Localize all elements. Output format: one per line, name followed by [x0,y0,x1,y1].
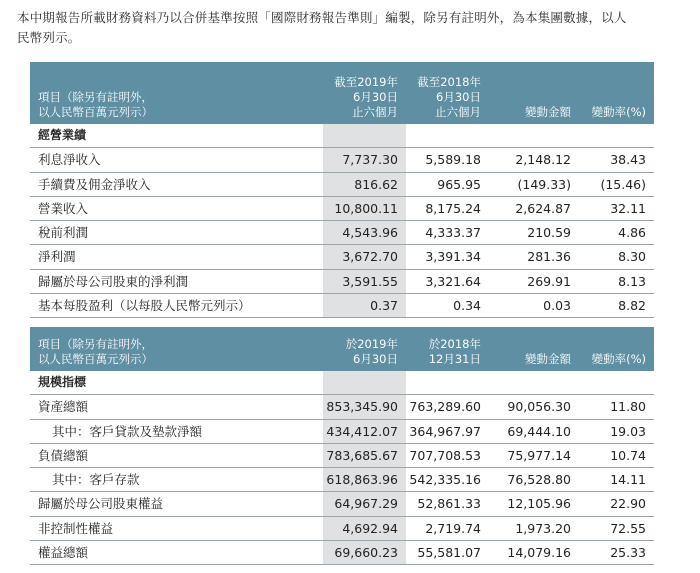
header-item-line-2: 以人民幣百萬元列示） [38,105,153,119]
section-row [30,124,654,148]
table-row [30,419,654,443]
row-label: 歸屬於母公司股東的淨利潤 [30,269,323,293]
cell-2019: 7,737.30 [323,148,406,172]
cell-change-amount: 90,056.30 [489,395,579,419]
header-col-2019-line-2: 6月30日 [353,352,398,366]
header-col-2019 [323,62,406,124]
intro-paragraph [17,8,685,48]
header-col-2018-line-1: 於2018年 [428,337,481,351]
cell-change-rate: 11.80 [579,395,654,419]
cell-change-amount: 75,977.14 [489,443,579,467]
header-col-change-rate: 變動率(%) [579,327,654,371]
cell-change-rate: 72.55 [579,516,654,540]
cell-change-amount: 2,624.87 [489,196,579,220]
cell-2018: 2,719.74 [406,516,489,540]
cell-change-amount: 281.36 [489,245,579,269]
cell-change-amount: 1,973.20 [489,516,579,540]
cell-change-rate: 22.90 [579,492,654,516]
cell-2019: 4,543.96 [323,221,406,245]
header-col-2018-line-2: 12月31日 [428,352,481,366]
table-row [30,468,654,492]
table-row [30,516,654,540]
header-col-2019 [323,327,406,371]
table-row [30,221,654,245]
cell-2018: 8,175.24 [406,196,489,220]
header-col-2018-line-1: 截至2018年 [417,75,481,89]
cell-2018: 707,708.53 [406,443,489,467]
scale-indicators-table [30,327,654,565]
cell-2019: 69,660.23 [323,541,406,565]
section-label: 經營業績 [30,124,323,148]
cell-2019: 3,591.55 [323,269,406,293]
section-label: 規模指標 [30,371,323,395]
intro-line-1: 本中期報告所載財務資料乃以合併基準按照「國際財務報告準則」編製，除另有註明外，為本集團數據，以人 [17,10,627,25]
header-item-line-1: 項目（除另有註明外， [38,337,153,351]
row-label: 其中：客戶存款 [30,468,323,492]
header-col-2019-line-2: 6月30日 [353,90,398,104]
cell-2018: 3,321.64 [406,269,489,293]
cell-change-rate: 25.33 [579,541,654,565]
table-row [30,148,654,172]
header-col-2018-line-3: 止六個月 [435,105,481,119]
cell-2019: 10,800.11 [323,196,406,220]
cell-2019: 64,967.29 [323,492,406,516]
cell-2018: 3,391.34 [406,245,489,269]
cell-change-rate: 8.30 [579,245,654,269]
table-header-row [30,62,654,124]
table-row [30,492,654,516]
cell-2018: 965.95 [406,172,489,196]
cell-2018: 4,333.37 [406,221,489,245]
header-col-2018 [406,327,489,371]
row-label: 其中：客戶貸款及墊款淨額 [30,419,323,443]
cell-2019: 853,345.90 [323,395,406,419]
table-row [30,196,654,220]
cell-change-amount: 14,079.16 [489,541,579,565]
table-row [30,172,654,196]
cell-change-rate: 4.86 [579,221,654,245]
cell-2018: 542,335.16 [406,468,489,492]
cell-2019: 0.37 [323,294,406,318]
header-col-2019-line-1: 截至2019年 [334,75,398,89]
cell-2019: 434,412.07 [323,419,406,443]
table-row [30,294,654,318]
cell-2018: 5,589.18 [406,148,489,172]
table-row [30,245,654,269]
cell-change-amount: 76,528.80 [489,468,579,492]
cell-change-amount: 0.03 [489,294,579,318]
operating-results-table [30,62,654,318]
cell-2018: 52,861.33 [406,492,489,516]
cell-2018: 364,967.97 [406,419,489,443]
cell-2018: 0.34 [406,294,489,318]
cell-change-amount: (149.33) [489,172,579,196]
cell-change-rate: 8.13 [579,269,654,293]
row-label: 手續費及佣金淨收入 [30,172,323,196]
cell-2019: 4,692.94 [323,516,406,540]
cell-2019: 3,672.70 [323,245,406,269]
row-label: 負債總額 [30,443,323,467]
header-item-line-1: 項目（除另有註明外， [38,90,153,104]
table-row [30,395,654,419]
table-row [30,443,654,467]
cell-change-amount: 12,105.96 [489,492,579,516]
header-item-line-2: 以人民幣百萬元列示） [38,352,153,366]
cell-change-rate: 14.11 [579,468,654,492]
cell-change-amount: 210.59 [489,221,579,245]
header-col-change-amount: 變動金額 [489,62,579,124]
row-label: 權益總額 [30,541,323,565]
cell-change-amount: 269.91 [489,269,579,293]
row-label: 非控制性權益 [30,516,323,540]
cell-change-amount: 69,444.10 [489,419,579,443]
row-label: 基本每股盈利（以每股人民幣元列示） [30,294,323,318]
header-col-change-amount: 變動金額 [489,327,579,371]
cell-change-rate: 32.11 [579,196,654,220]
cell-2018: 763,289.60 [406,395,489,419]
cell-2019: 816.62 [323,172,406,196]
header-item-cell [30,327,323,371]
cell-change-rate: 38.43 [579,148,654,172]
row-label: 稅前利潤 [30,221,323,245]
cell-2018: 55,581.07 [406,541,489,565]
intro-line-2: 民幣列示。 [17,30,81,45]
row-label: 歸屬於母公司股東權益 [30,492,323,516]
table-row [30,541,654,565]
table-row [30,269,654,293]
cell-change-rate: 8.82 [579,294,654,318]
cell-change-amount: 2,148.12 [489,148,579,172]
header-col-2019-line-3: 止六個月 [352,105,398,119]
cell-change-rate: 19.03 [579,419,654,443]
row-label: 淨利潤 [30,245,323,269]
row-label: 利息淨收入 [30,148,323,172]
row-label: 資產總額 [30,395,323,419]
row-label: 營業收入 [30,196,323,220]
cell-change-rate: (15.46) [579,172,654,196]
header-col-2018-line-2: 6月30日 [436,90,481,104]
cell-2019: 618,863.96 [323,468,406,492]
header-item-cell [30,62,323,124]
section-row [30,371,654,395]
cell-change-rate: 10.74 [579,443,654,467]
table-header-row [30,327,654,371]
cell-2019: 783,685.67 [323,443,406,467]
header-col-2019-line-1: 於2019年 [345,337,398,351]
header-col-change-rate: 變動率(%) [579,62,654,124]
header-col-2018 [406,62,489,124]
